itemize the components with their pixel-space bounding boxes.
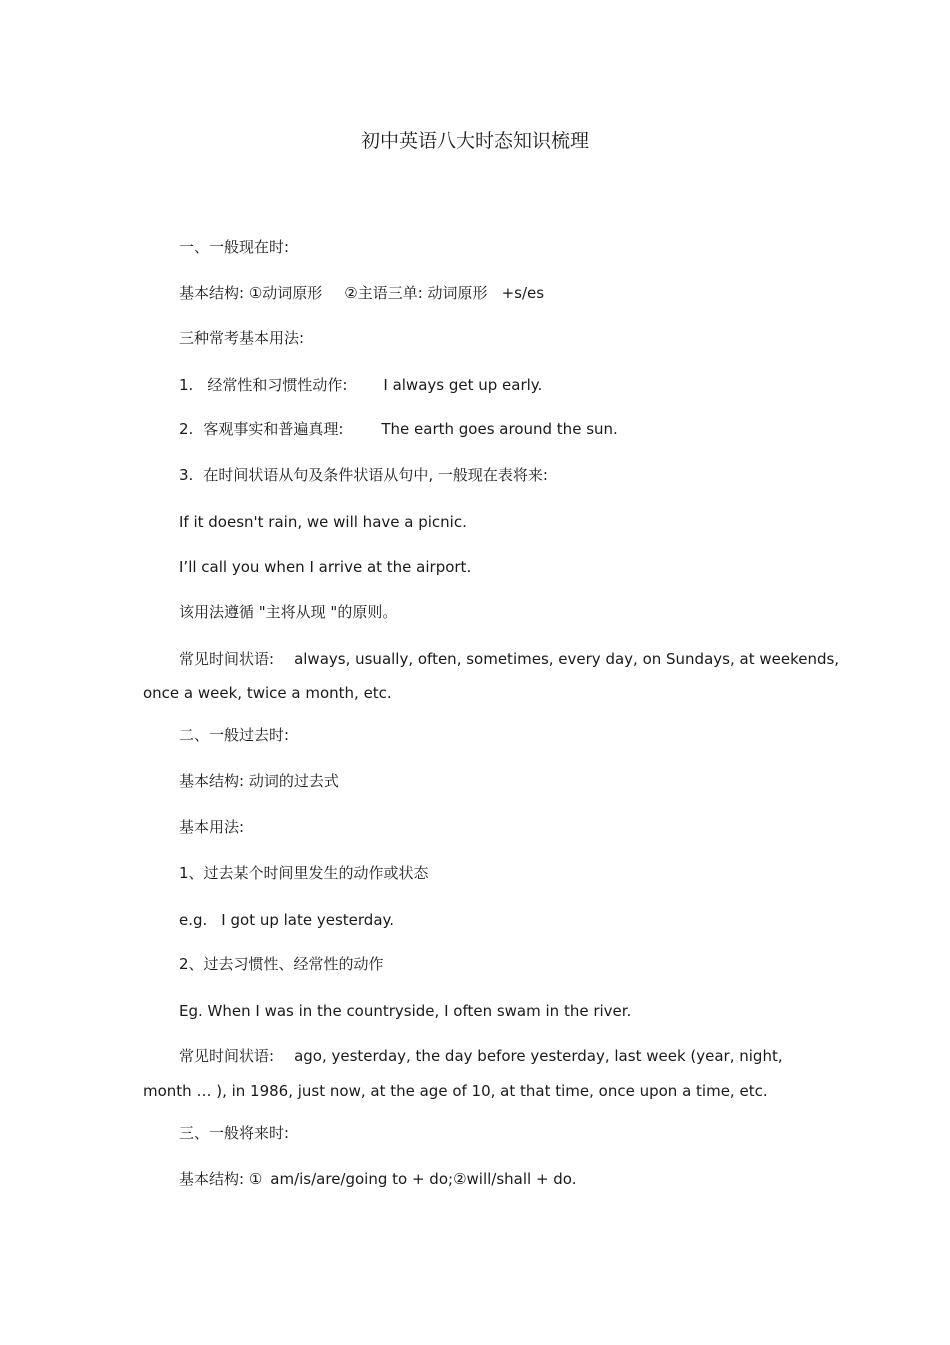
usage-item-number: 2. (179, 420, 194, 438)
adverbials-label: 常见时间状语: (179, 1047, 275, 1065)
structure-part-b: am/is/are/going to + do;②will/shall + do. (270, 1170, 577, 1188)
usage-item-3 (179, 466, 548, 484)
usage-item-label: 客观事实和普遍真理: (203, 420, 344, 438)
usage-item-label: 经常性和习惯性动作: (207, 376, 348, 394)
example-text: I got up late yesterday. (221, 911, 395, 929)
usage-item-label: 在时间状语从句及条件状语从句中, 一般现在表将来: (203, 466, 548, 484)
usage-item-number: 1. (179, 376, 194, 394)
section-2-usage-heading: 基本用法: (179, 818, 245, 836)
structure-part-b: ②主语三单: 动词原形 (344, 284, 488, 302)
example-sentence-2: I’ll call you when I arrive at the airport. (179, 558, 472, 576)
section-1-usage-heading: 三种常考基本用法: (179, 329, 305, 347)
example-sentence-1: If it doesn't rain, we will have a picnic. (179, 513, 467, 531)
eg-label: e.g. (179, 911, 208, 929)
section-2-structure: 基本结构: 动词的过去式 (179, 772, 339, 790)
usage-item-example: The earth goes around the sun. (381, 420, 618, 438)
adverbials-list: always, usually, often, sometimes, every day, on Sundays, at weekends, (294, 650, 840, 668)
usage-item-number: 3. (179, 466, 194, 484)
section-2-example-1 (179, 911, 394, 929)
section-2-adverbials-continued: month … ), in 1986, just now, at the age of 10, at that time, once upon a time, etc. (143, 1082, 768, 1100)
adverbials-list: ago, yesterday, the day before yesterday, last week (year, night, (294, 1047, 783, 1065)
section-1-adverbials-continued: once a week, twice a month, etc. (143, 684, 392, 702)
adverbials-label: 常见时间状语: (179, 650, 275, 668)
section-1-heading: 一、一般现在时: (179, 238, 290, 256)
section-2-adverbials (179, 1047, 783, 1065)
rule-note: 该用法遵循 "主将从现 "的原则。 (179, 603, 398, 621)
section-2-usage-1: 1、过去某个时间里发生的动作或状态 (179, 864, 429, 882)
usage-item-2 (179, 420, 618, 438)
usage-item-1 (179, 376, 542, 394)
structure-part-c: +s/es (501, 284, 545, 302)
document-title: 初中英语八大时态知识梳理 (360, 130, 589, 152)
usage-item-example: I always get up early. (383, 376, 543, 394)
section-2-heading: 二、一般过去时: (179, 726, 290, 744)
structure-part-a: 基本结构: ① (179, 1170, 263, 1188)
section-1-structure (179, 284, 544, 302)
structure-part-a: 基本结构: ①动词原形 (179, 284, 323, 302)
section-1-adverbials (179, 650, 839, 668)
section-3-heading: 三、一般将来时: (179, 1124, 290, 1142)
section-2-example-2: Eg. When I was in the countryside, I often swam in the river. (179, 1002, 632, 1020)
section-2-usage-2: 2、过去习惯性、经常性的动作 (179, 955, 384, 973)
section-3-structure (179, 1170, 577, 1188)
